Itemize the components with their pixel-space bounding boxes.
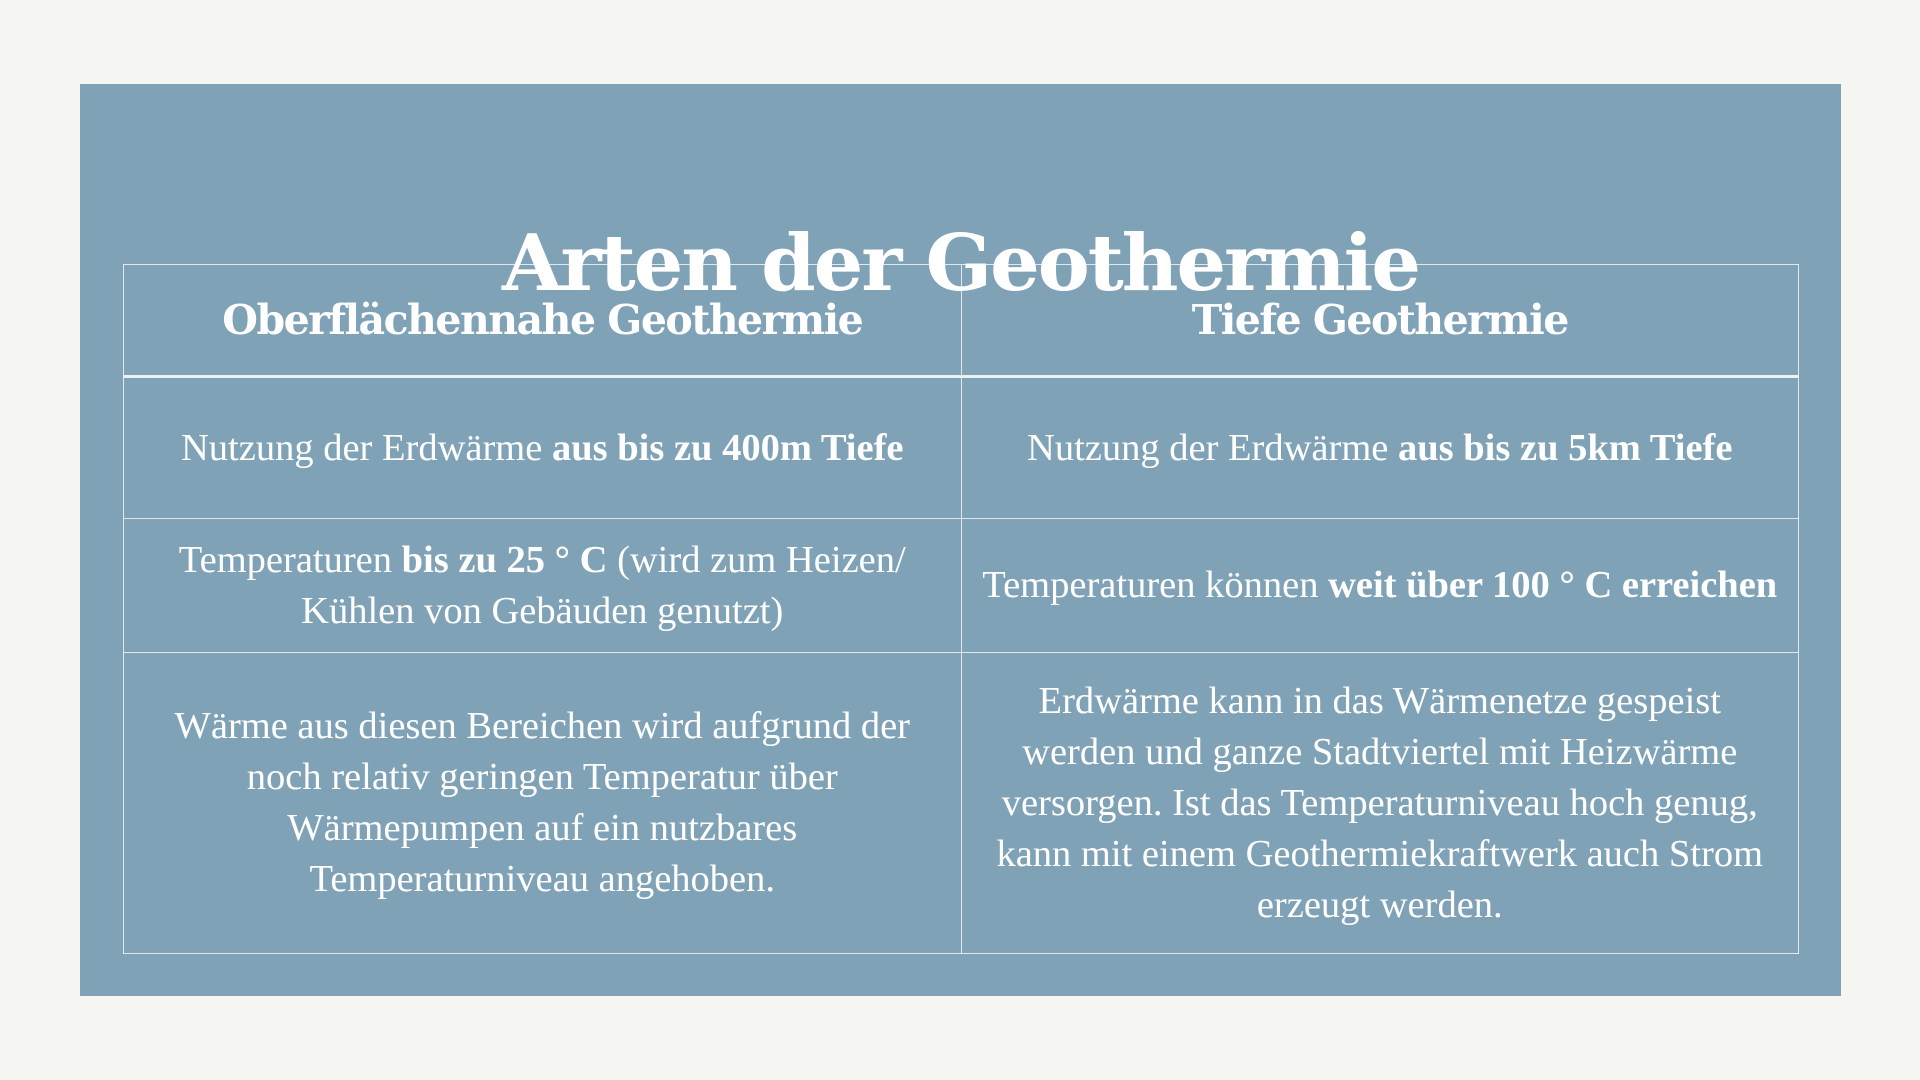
column-header-tiefe: Tiefe Geothermie — [961, 265, 1799, 377]
cell-text-suffix: (wird zum Heizen/ Kühlen von Gebäuden genutzt) — [301, 538, 906, 632]
table-header-row — [124, 265, 1799, 377]
cell-bold-text: weit über 100 ° C erreichen — [1328, 564, 1778, 606]
table-row-temperature — [124, 519, 1799, 653]
cell-text: Temperaturen können — [982, 564, 1329, 606]
cell-text: Wärme aus diesen Bereichen wird aufgrund der noch relativ geringen Temperatur über Wärmepumpen auf ein nutzbares Temperaturniveau angehoben. — [174, 705, 910, 900]
cell-usage-shallow — [124, 653, 962, 954]
table-row-usage — [124, 653, 1799, 954]
cell-bold-text: aus bis zu 5km Tiefe — [1398, 426, 1733, 469]
cell-usage-deep — [961, 653, 1799, 954]
cell-depth-shallow — [124, 377, 962, 519]
cell-text: Erdwärme kann in das Wärmenetze gespeist werden und ganze Stadtviertel mit Heizwärme versorgen. Ist das Temperaturniveau hoch genug, kann mit einem Geothermiekraftwerk auch Strom erzeugt werden. — [996, 679, 1764, 926]
cell-text: Nutzung der Erdwärme — [1027, 426, 1398, 469]
cell-temperature-shallow — [124, 519, 962, 653]
cell-bold-text: aus bis zu 400m Tiefe — [551, 426, 904, 469]
cell-temperature-deep — [961, 519, 1799, 653]
cell-text: Nutzung der Erdwärme — [180, 426, 552, 469]
cell-bold-text: bis zu 25 ° C — [401, 538, 608, 581]
comparison-table — [123, 264, 1799, 954]
column-header-oberflaechennahe: Oberflächennahe Geothermie — [124, 265, 962, 377]
cell-depth-deep — [961, 377, 1799, 519]
slide-title: Arten der Geothermie — [501, 218, 1420, 309]
cell-text: Temperaturen — [178, 538, 402, 581]
table-row-depth — [124, 377, 1799, 519]
